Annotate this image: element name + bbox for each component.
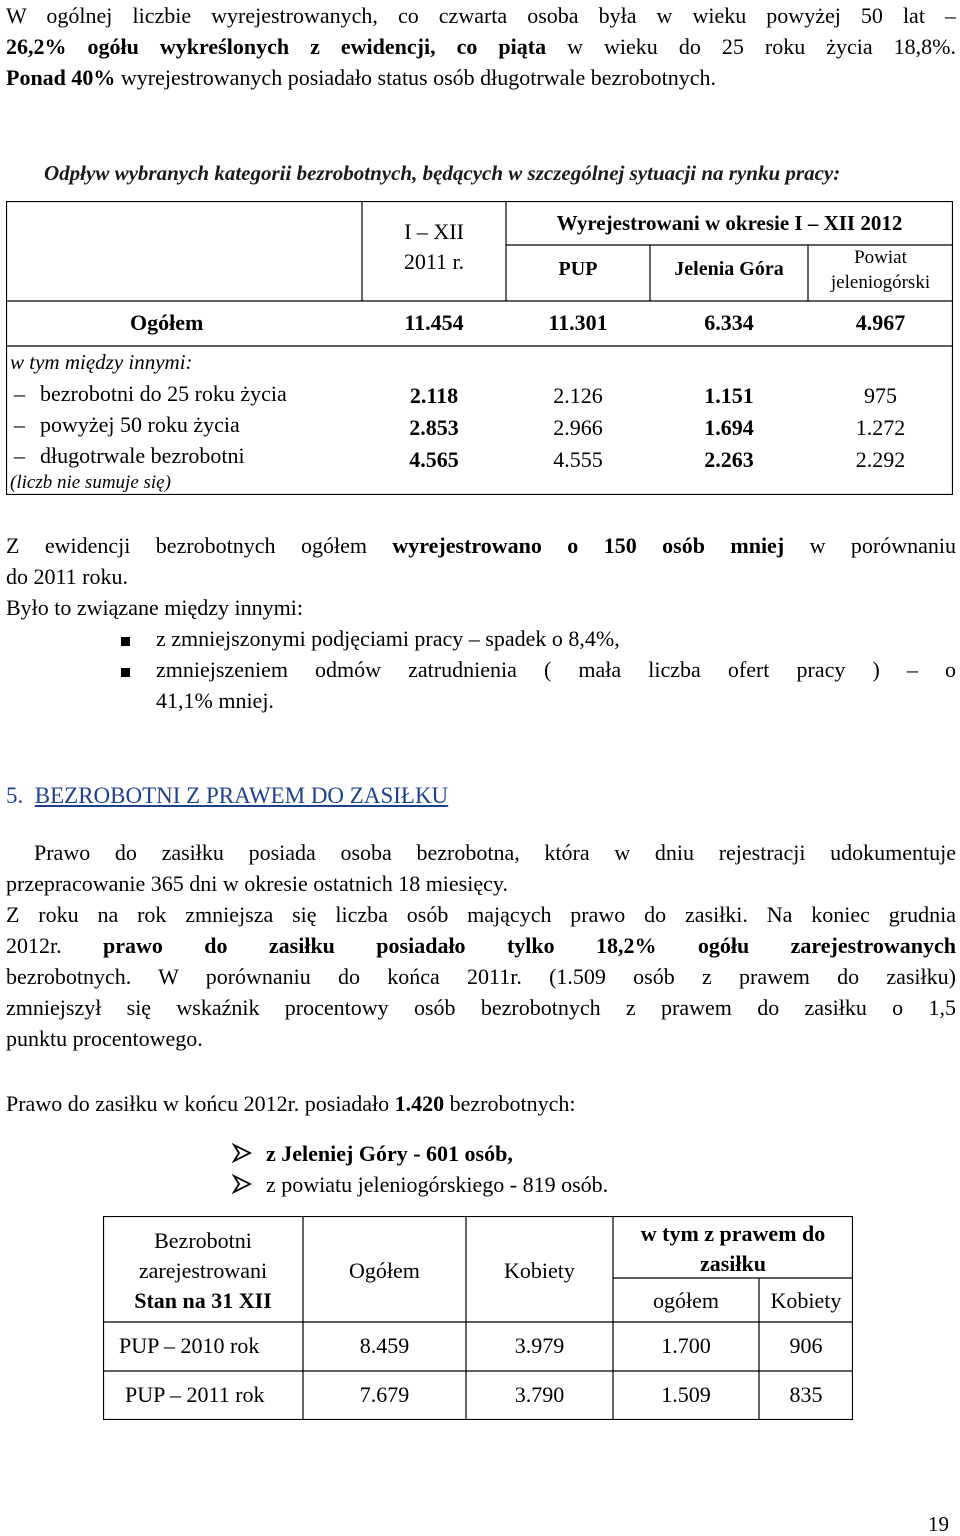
row-3-pow: 2.292 xyxy=(855,447,906,472)
arrow-2-text: z powiatu jeleniogórskiego - 819 osób. xyxy=(266,1172,609,1197)
t2-head-sub-kobiety: Kobiety xyxy=(770,1288,842,1313)
header-prev-line1: I – XII xyxy=(404,219,464,244)
t2-row-2-z-kobiety: 835 xyxy=(789,1382,823,1407)
t2-row-1-kobiety: 3.979 xyxy=(514,1333,565,1358)
para2-line-2: do 2011 roku. xyxy=(6,564,129,589)
t2-head-ogolem: Ogółem xyxy=(349,1258,420,1283)
para2-text-a: Z ewidencji bezrobotnych ogółem xyxy=(6,533,393,558)
t2-row-1-label: PUP – 2010 rok xyxy=(119,1333,260,1358)
header-pow-line1: Powiat xyxy=(854,247,907,268)
t2-head-col1-l3: Stan na 31 XII xyxy=(134,1288,272,1313)
header-col-pow xyxy=(808,245,953,295)
t2-head-kobiety: Kobiety xyxy=(504,1258,575,1283)
t2-row-2-kobiety: 3.790 xyxy=(514,1382,565,1407)
total-pup: 11.301 xyxy=(548,310,608,335)
row-1-prev: 2.118 xyxy=(409,383,459,408)
para3-line-3: Z roku na rok zmniejsza się liczba osób mających prawo do zasiłki. Na koniec grudnia xyxy=(6,902,956,927)
intro-bold-1: 26,2% ogółu wykreślonych z ewidencji, co piąta xyxy=(6,34,547,59)
header-col-jg: Jelenia Góra xyxy=(674,258,784,280)
header-pow-line2: jeleniogórski xyxy=(830,272,931,293)
para3-line-6: zmniejszył się wskaźnik procentowy osób bezrobotnych z prawem do zasiłku o 1,5 xyxy=(6,995,956,1020)
para3-text-a: 2012r. xyxy=(6,933,103,958)
table1-note: (liczb nie sumuje się) xyxy=(10,472,171,493)
section-title: BEZROBOTNI Z PRAWEM DO ZASIŁKU xyxy=(34,783,449,808)
intro-line-1: W ogólnej liczbie wyrejestrowanych, co czwarta osoba była w wieku powyżej 50 lat – xyxy=(6,3,956,28)
para2-text-c: w porównaniu xyxy=(784,533,956,558)
bullet-1-text: z zmniejszonymi podjęciami pracy – spadek o 8,4%, xyxy=(156,626,620,651)
para2-line-1 xyxy=(6,530,956,561)
t2-head-sub-ogolem: ogółem xyxy=(653,1288,719,1313)
bullet-1-icon xyxy=(121,633,130,651)
row-2-pup: 2.966 xyxy=(553,415,603,440)
section-heading xyxy=(6,780,448,811)
para3-bold: prawo do zasiłku posiadało tylko 18,2% ogółu zarejestrowanych xyxy=(103,933,956,958)
para4-text-a: Prawo do zasiłku w końcu 2012r. posiadało xyxy=(6,1091,395,1116)
row-1-jg: 1.151 xyxy=(704,383,754,408)
row-2-label: powyżej 50 roku życia xyxy=(40,412,240,437)
row-1-dash: – xyxy=(14,381,25,406)
para3-line-2: przepracowanie 365 dni w okresie ostatnich 18 miesięcy. xyxy=(6,871,508,896)
row-1-label: bezrobotni do 25 roku życia xyxy=(40,381,287,406)
para4-text-c: bezrobotnych: xyxy=(444,1091,576,1116)
t2-row-1-ogolem: 8.459 xyxy=(359,1333,410,1358)
row-3-jg: 2.263 xyxy=(704,447,754,472)
row-1-pow: 975 xyxy=(864,383,897,408)
row-3-pup: 4.555 xyxy=(553,447,603,472)
t2-head-group xyxy=(613,1219,853,1279)
t2-head-group-l1: w tym z prawem do xyxy=(640,1221,826,1246)
header-group: Wyrejestrowani w okresie I – XII 2012 xyxy=(556,211,903,235)
t2-head-group-l2: zasiłku xyxy=(699,1251,767,1276)
row-3-label: długotrwale bezrobotni xyxy=(40,443,245,468)
para2-bold: wyrejestrowano o 150 osób mniej xyxy=(392,533,785,558)
intro-bold-2: Ponad 40% xyxy=(6,65,116,90)
t2-row-2-z-ogolem: 1.509 xyxy=(661,1382,711,1407)
intro-line-2 xyxy=(6,31,956,62)
t2-row-2-label: PUP – 2011 rok xyxy=(125,1382,265,1407)
table1-caption: Odpływ wybranych kategorii bezrobotnych, będących w szczególnej sytuacji na rynku pracy: xyxy=(44,161,841,185)
total-jg: 6.334 xyxy=(704,310,754,335)
row-2-jg: 1.694 xyxy=(704,415,754,440)
para4-line xyxy=(6,1088,956,1119)
section-number: 5. xyxy=(6,783,24,808)
total-label: Ogółem xyxy=(130,310,204,335)
para2-line-3: Było to związane między innymi: xyxy=(6,595,303,620)
bullet-2-cont: 41,1% mniej. xyxy=(156,688,274,713)
arrow-1-text: z Jeleniej Góry - 601 osób, xyxy=(266,1141,513,1166)
arrow-2-icon xyxy=(232,1174,252,1197)
t2-row-1-z-ogolem: 1.700 xyxy=(661,1333,711,1358)
t2-head-col1-l2: zarejestrowani xyxy=(138,1258,268,1283)
header-col-pup: PUP xyxy=(558,258,598,280)
row-3-prev: 4.565 xyxy=(409,447,459,472)
para3-line-5: bezrobotnych. W porównaniu do końca 2011r. (1.509 osób z prawem do zasiłku) xyxy=(6,964,956,989)
row-2-dash: – xyxy=(14,412,25,437)
intro-rest-1: w wieku do 25 roku życia 18,8%. xyxy=(546,34,956,59)
table2 xyxy=(103,1216,853,1420)
t2-head-col1-l1: Bezrobotni xyxy=(154,1228,252,1253)
para3-line-7: punktu procentowego. xyxy=(6,1026,203,1051)
row-2-prev: 2.853 xyxy=(409,415,459,440)
header-prev-period xyxy=(362,217,506,277)
intro-rest-2: wyrejestrowanych posiadało status osób długotrwale bezrobotnych. xyxy=(115,65,716,90)
total-pow: 4.967 xyxy=(855,310,906,335)
t2-row-1-z-kobiety: 906 xyxy=(789,1333,823,1358)
total-prev: 11.454 xyxy=(404,310,464,335)
bullet-2-icon xyxy=(121,664,130,682)
header-prev-line2: 2011 r. xyxy=(403,249,465,274)
t2-head-col1 xyxy=(103,1226,303,1316)
page-number: 19 xyxy=(928,1512,949,1536)
intro-line-3 xyxy=(6,62,956,93)
para3-line-1: Prawo do zasiłku posiada osoba bezrobotna, która w dniu rejestracji udokumentuje xyxy=(34,840,956,865)
row-2-pow: 1.272 xyxy=(855,415,906,440)
row-1-pup: 2.126 xyxy=(553,383,603,408)
bullet-2-text: zmniejszeniem odmów zatrudnienia ( mała liczba ofert pracy ) – o xyxy=(156,657,956,682)
t2-row-2-ogolem: 7.679 xyxy=(359,1382,410,1407)
row-3-dash: – xyxy=(14,443,25,468)
sub-label: w tym między innymi: xyxy=(10,350,193,374)
arrow-1-icon xyxy=(232,1143,252,1166)
para3-line-4 xyxy=(6,930,956,961)
para4-bold: 1.420 xyxy=(394,1091,445,1116)
table1 xyxy=(6,201,953,495)
